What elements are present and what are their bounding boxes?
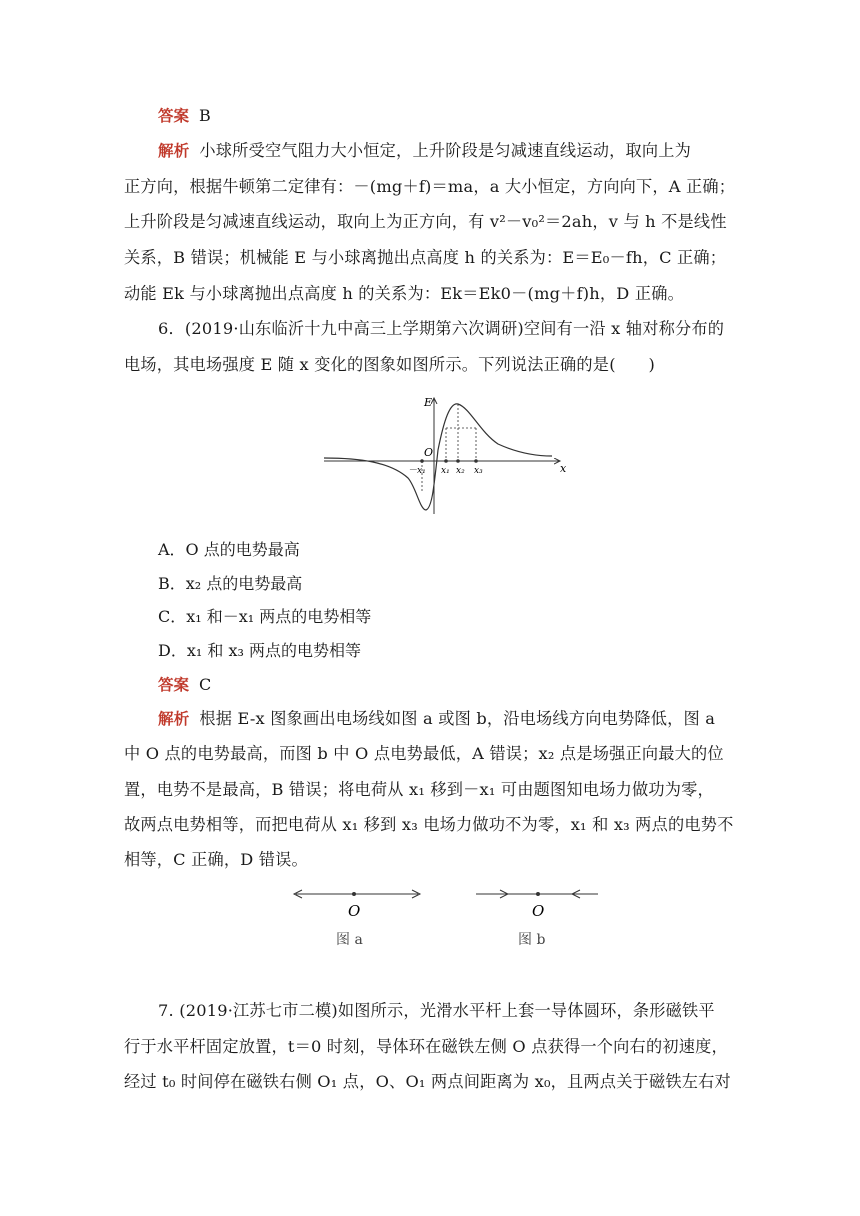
- option-c: C．x₁ 和－x₁ 两点的电势相等: [158, 607, 372, 626]
- answer-value: C: [199, 675, 212, 694]
- q5-analysis-line: 动能 Ek 与小球离抛出点高度 h 的关系为：Ek＝Ek0－(mg＋f)h，D 正确。: [124, 284, 684, 303]
- q6-stem-line: 6．(2019·山东临沂十九中高三上学期第六次调研)空间有一沿 x 轴对称分布的: [158, 319, 725, 338]
- figure-a: [290, 880, 430, 952]
- point-o: [536, 892, 540, 896]
- x2-point: [456, 459, 460, 463]
- answer-tag: 答案: [158, 107, 190, 125]
- q7-stem-line: 行于水平杆固定放置，t＝0 时刻，导体环在磁铁左侧 O 点获得一个向右的初速度，: [124, 1037, 728, 1056]
- q6-analysis-line: 故两点电势相等，而把电荷从 x₁ 移到 x₃ 电场力做功不为零，x₁ 和 x₃ 两点的电势不: [124, 815, 734, 834]
- q7-stem-line: 7. (2019·江苏七市二模)如图所示，光滑水平杆上套一导体圆环，条形磁铁平: [158, 1001, 715, 1020]
- q6-analysis-line: 中 O 点的电势最高，而图 b 中 O 点电势最低，A 错误；x₂ 点是场强正向最大的位: [124, 744, 724, 763]
- answer-tag: 答案: [158, 676, 190, 694]
- e-x-curve: [324, 404, 552, 510]
- q6-analysis-line: 相等，C 正确，D 错误。: [124, 850, 308, 869]
- point-o-label: O: [348, 902, 361, 920]
- origin-label: O: [424, 446, 434, 459]
- q5-analysis-line: 解析 小球所受空气阻力大小恒定，上升阶段是匀减速直线运动，取向上为: [158, 141, 692, 160]
- q6-answer: [158, 675, 211, 695]
- answer-value: B: [199, 106, 211, 125]
- figure-a-caption: 图 a: [336, 932, 363, 948]
- x-axis-label: x: [560, 462, 567, 475]
- analysis-tag: 解析: [158, 710, 190, 728]
- option-b: B．x₂ 点的电势最高: [158, 574, 303, 593]
- q6-stem-line: 电场，其电场强度 E 随 x 变化的图象如图所示。下列说法正确的是( ): [124, 355, 655, 374]
- x2-label: x₂: [456, 466, 465, 476]
- figure-b-caption: 图 b: [518, 932, 546, 948]
- e-x-graph: [320, 392, 570, 517]
- x3-label: x₃: [474, 466, 483, 476]
- q5-analysis-line: 关系，B 错误；机械能 E 与小球离抛出点高度 h 的关系为：E＝E₀－fh，C 正确；: [124, 248, 727, 267]
- figure-b: [470, 880, 610, 952]
- neg-x1-label: －x₁: [408, 466, 426, 476]
- q6-analysis-line: 置，电势不是最高，B 错误；将电荷从 x₁ 移到－x₁ 可由题图知电场力做功为零，: [124, 780, 714, 799]
- option-a: A．O 点的电势最高: [158, 540, 300, 559]
- q6-analysis-line: 解析 根据 E-x 图象画出电场线如图 a 或图 b，沿电场线方向电势降低，图 a: [158, 709, 716, 728]
- neg-x1-point: [420, 459, 424, 463]
- point-o: [352, 892, 356, 896]
- option-d: D．x₁ 和 x₃ 两点的电势相等: [158, 641, 361, 660]
- q5-analysis-line: 上升阶段是匀减速直线运动，取向上为正方向，有 v²－v₀²＝2ah，v 与 h 不是线性: [124, 212, 727, 231]
- q7-stem-line: 经过 t₀ 时间停在磁铁右侧 O₁ 点，O、O₁ 两点间距离为 x₀，且两点关于磁铁左右对: [124, 1072, 731, 1091]
- x1-label: x₁: [441, 466, 450, 476]
- analysis-tag: 解析: [158, 142, 190, 160]
- q5-answer: [158, 106, 211, 126]
- e-axis-label: E: [424, 396, 433, 409]
- x1-point: [444, 459, 448, 463]
- point-o-label: O: [532, 902, 545, 920]
- q5-analysis-line: 正方向，根据牛顿第二定律有：－(mg＋f)＝ma，a 大小恒定，方向向下，A 正确；: [124, 177, 736, 196]
- x3-point: [474, 459, 478, 463]
